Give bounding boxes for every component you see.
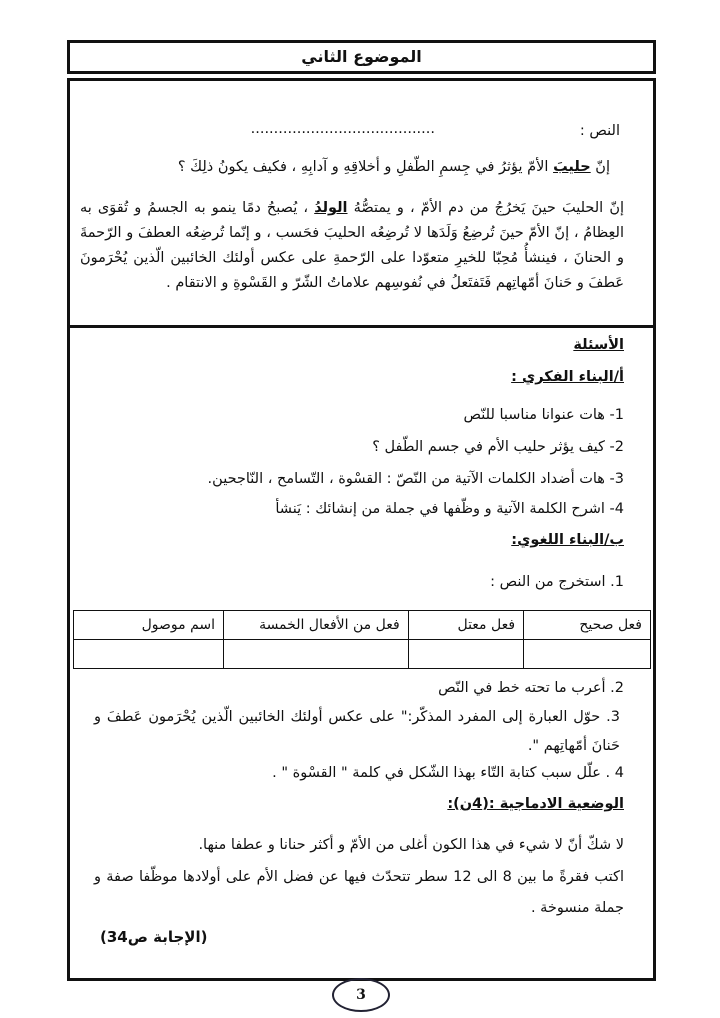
para-a: إنّ الحليبَ حينَ يَخرُجُ من دم الأمّ ، و يمتصُّهُ — [347, 200, 624, 216]
table-cell[interactable] — [408, 640, 523, 669]
table-header: فعل صحيح — [524, 611, 651, 640]
integration-heading: الوضعية الادماجية :(4ن): — [447, 796, 624, 812]
page-title: الموضوع الثاني — [67, 40, 656, 74]
table-header: فعل من الأفعال الخمسة — [224, 611, 409, 640]
text-title-blank: ........................................ — [250, 121, 435, 137]
text-paragraph — [80, 196, 624, 296]
question-a3: 3- هات أضداد الكلمات الآتية من النّصّ : القسْوة ، التّسامح ، النّاجحين. — [207, 471, 624, 487]
para-b: ، يُصبحُ دمًا ينمو به الجسمُ و تُقوَى به العِظامُ ، إنّ الأمّ حينَ تُرضِعُ وَلَدَها لا تُرضِعُه الحليبَ فحَسب ، و إنّما تُرضِعُه العطفَ و الرّحمةَ و الحنانَ ، فينشأُ مُحِبّا للخيرِ متعوّدا على الرّحمةِ على عكس أولئك الخائبين الّذين يُحْرَمونَ عَطفَ و حَنانَ أمّهاتِهم فَتَفتَعلُ في نُفوسِهم علاماتُ الشّرّ و القَسْوةِ و الانتقام . — [80, 200, 624, 291]
table-row — [74, 640, 651, 669]
table-header: فعل معتل — [408, 611, 523, 640]
integration-line2: اكتب فقرةً ما بين 8 الى 12 سطر تتحدّث فيها عن فضل الأم على أولادها موظّفا صفة و جملة منسوخة . — [94, 869, 624, 916]
para-underlined: الولدُ — [314, 200, 348, 216]
question-a1: 1- هات عنوانا مناسبا للنّص — [463, 407, 624, 423]
question-b4: 4 . علّل سبب كتابة التّاء بهذا الشّكل في كلمة " القسْوة " . — [272, 765, 624, 781]
question-b2: 2. أعرب ما تحته خط في النّص — [438, 680, 624, 696]
section-divider — [67, 325, 656, 328]
question-a4: 4- اشرح الكلمة الآتية و وظّفها في جملة من إنشائك : يَنشأ — [275, 501, 624, 517]
table-header: اسم موصول — [74, 611, 224, 640]
part-b-heading: ب/البناء اللغوي: — [511, 532, 624, 548]
table-cell[interactable] — [74, 640, 224, 669]
table-header-row — [74, 611, 651, 640]
intro-post: الأمّ يؤثرُ في جِسمِ الطّفلِ و أخلاقِهِ و آدابِهِ ، فكيف يكونُ ذلِكَ ؟ — [177, 159, 554, 175]
extraction-table — [73, 610, 651, 669]
intro-pre: إنّ — [590, 159, 610, 175]
questions-heading: الأسئلة — [573, 337, 624, 353]
part-a-heading: أ/البناء الفكري : — [511, 369, 624, 385]
intro-underlined: حليبَ — [553, 159, 591, 175]
question-a2: 2- كيف يؤثر حليب الأم في جسم الطّفل ؟ — [372, 439, 624, 455]
page-number: 3 — [332, 978, 390, 1012]
text-intro — [178, 157, 610, 177]
integration-line1: لا شكّ أنّ لا شيء في هذا الكون أغلى من الأمّ و أكثر حنانا و عطفا منها. — [198, 837, 624, 853]
answer-reference: (الإجابة ص34) — [100, 928, 208, 946]
question-b3: 3. حوّل العبارة إلى المفرد المذكّر:" على عكس أولئك الخائبين الّذين يُحْرَمون عَطفَ و حَنانَ أمّهاتِهم ". — [94, 709, 620, 754]
question-b1: 1. استخرج من النص : — [490, 574, 624, 590]
table-cell[interactable] — [224, 640, 409, 669]
text-label: النص : — [579, 123, 620, 139]
table-cell[interactable] — [524, 640, 651, 669]
